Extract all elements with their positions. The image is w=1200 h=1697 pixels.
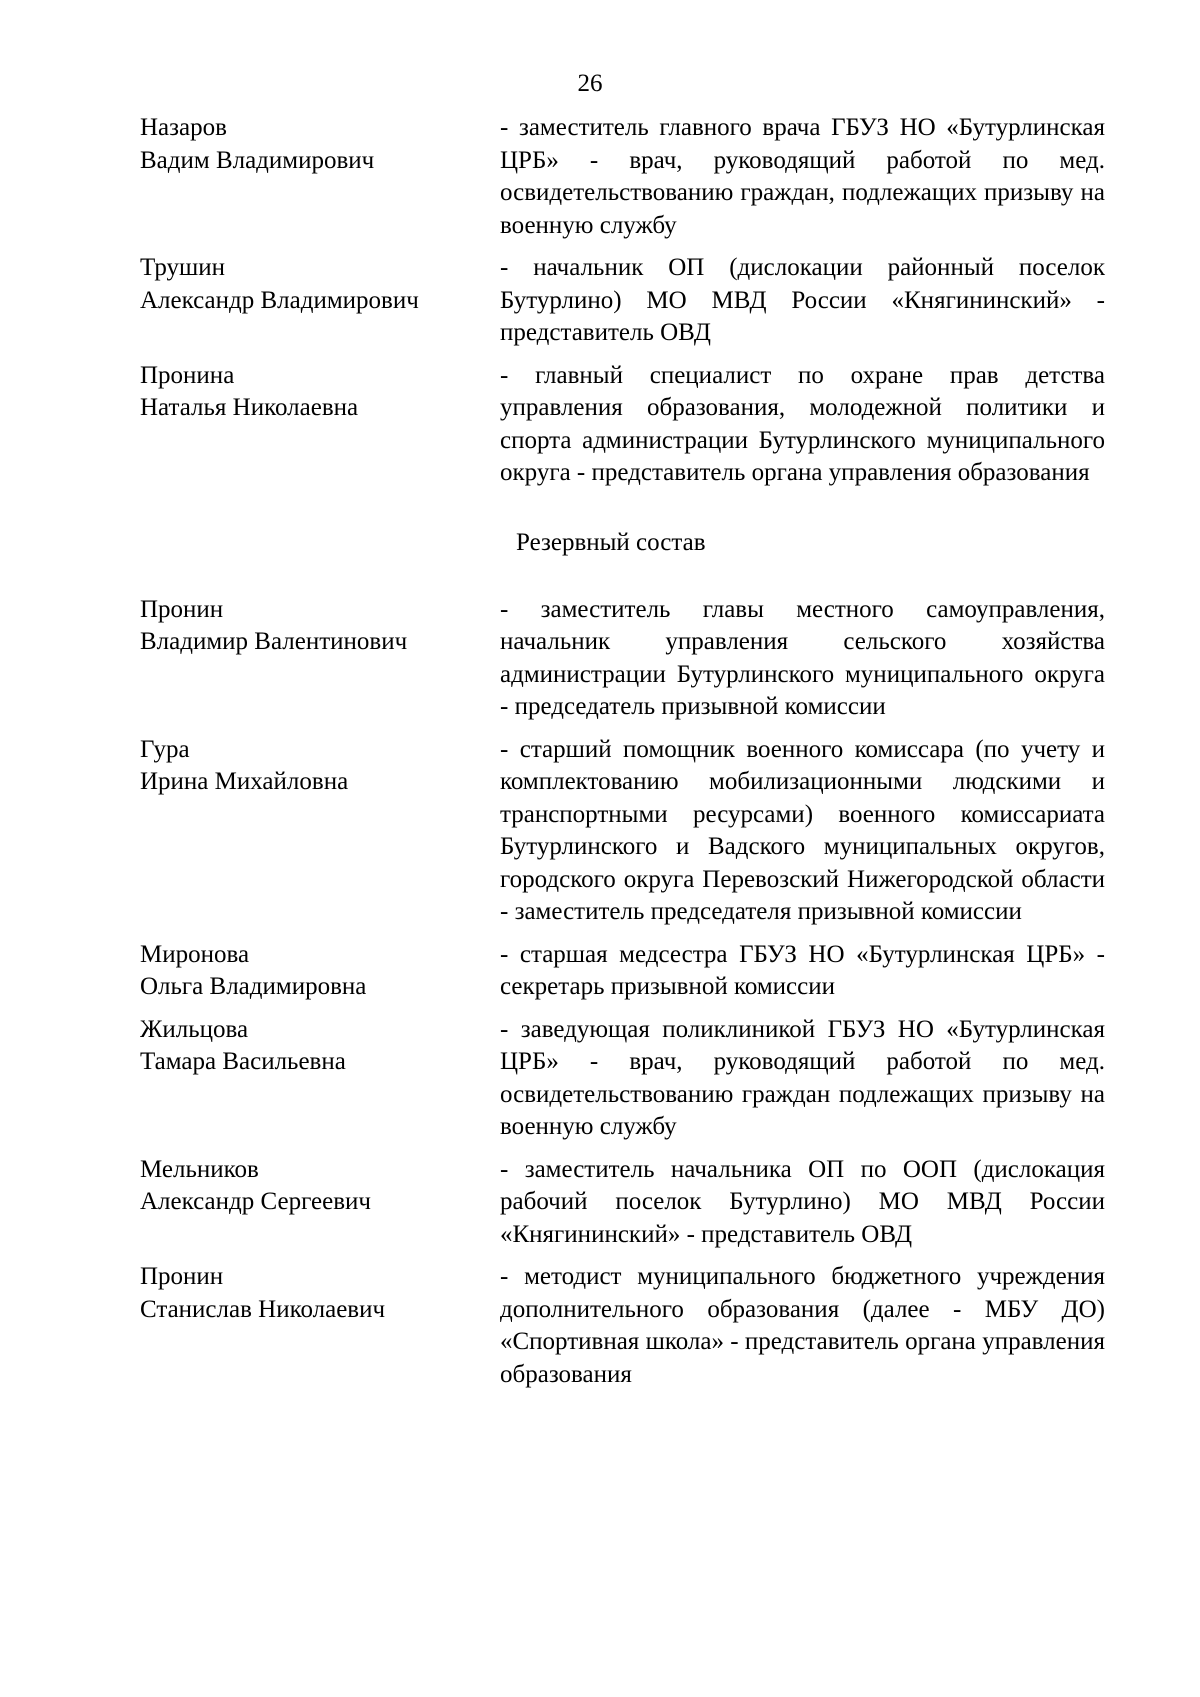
member-name — [140, 252, 500, 317]
member-role: - заместитель главы местного самоуправления, начальник управления сельского хозяйства администрации Бутурлинского муниципального округа - председатель призывной комиссии — [500, 595, 1105, 720]
member-role: - заведующая поликлиникой ГБУЗ НО «Бутурлинская ЦРБ» - врач, руководящий работой по мед. освидетельствованию граждан подлежащих призыву на военную службу — [500, 1015, 1105, 1140]
page-number: 26 — [577, 70, 603, 97]
reserve-section-title: Резервный состав — [516, 528, 706, 556]
member-name — [140, 360, 500, 425]
document-body — [140, 112, 1105, 1391]
member-role: - главный специалист по охране прав детства управления образования, молодежной политики и спорта администрации Бутурлинского муниципального округа - представитель органа управления образования — [500, 361, 1105, 486]
member-entry — [140, 360, 1105, 490]
member-given-names: Ольга Владимировна — [140, 973, 367, 1000]
member-surname: Пронин — [140, 1263, 224, 1290]
reserve-member-entry — [140, 594, 1105, 724]
member-surname: Жильцова — [140, 1015, 249, 1043]
reserve-member-entry — [140, 1261, 1105, 1391]
reserve-member-entry — [140, 939, 1105, 1004]
member-surname: Мельников — [140, 1155, 259, 1183]
member-surname: Пронин — [140, 595, 224, 623]
member-surname: Миронова — [140, 940, 250, 968]
member-entry — [140, 252, 1105, 350]
member-given-names: Ирина Михайловна — [140, 768, 349, 795]
member-given-names: Александр Владимирович — [140, 286, 419, 314]
member-surname: Пронина — [140, 361, 235, 389]
member-surname: Назаров — [140, 114, 227, 141]
member-given-names: Тамара Васильевна — [140, 1048, 346, 1075]
member-name — [140, 734, 500, 799]
member-surname: Трушин — [140, 254, 225, 281]
member-given-names: Наталья Николаевна — [140, 394, 359, 421]
reserve-member-entry — [140, 1014, 1105, 1144]
member-name — [140, 594, 500, 659]
member-name — [140, 1154, 500, 1219]
member-name — [140, 1261, 500, 1326]
member-given-names: Станислав Николаевич — [140, 1295, 386, 1323]
member-name — [140, 112, 500, 177]
member-role: - заместитель главного врача ГБУЗ НО «Бутурлинская ЦРБ» - врач, руководящий работой по мед. освидетельствованию граждан, подлежащих призыву на военную службу — [500, 114, 1105, 239]
member-name — [140, 1014, 500, 1079]
member-given-names: Вадим Владимирович — [140, 146, 375, 174]
member-role: - начальник ОП (дислокации районный поселок Бутурлино) МО МВД России «Княгининский» - представитель ОВД — [500, 254, 1105, 346]
member-given-names: Владимир Валентинович — [140, 628, 408, 655]
member-given-names: Александр Сергеевич — [140, 1188, 371, 1215]
member-surname: Гура — [140, 735, 190, 763]
reserve-member-entry — [140, 734, 1105, 929]
member-role: - старшая медсестра ГБУЗ НО «Бутурлинская ЦРБ» - секретарь призывной комиссии — [500, 940, 1105, 1000]
member-role: - методист муниципального бюджетного учреждения дополнительного образования (далее - МБУ ДО) «Спортивная школа» - представитель органа управления образования — [500, 1263, 1105, 1388]
member-name — [140, 939, 500, 1004]
member-role: - заместитель начальника ОП по ООП (дислокация рабочий поселок Бутурлино) МО МВД России «Княгининский» - представитель ОВД — [500, 1155, 1105, 1248]
member-role: - старший помощник военного комиссара (по учету и комплектованию мобилизационными людскими и транспортными ресурсами) военного комиссариата Бутурлинского и Вадского муниципальных округов, городского округа Перевозский Нижегородской области - заместитель председателя призывной комиссии — [500, 735, 1105, 925]
reserve-member-entry — [140, 1154, 1105, 1252]
member-entry — [140, 112, 1105, 242]
